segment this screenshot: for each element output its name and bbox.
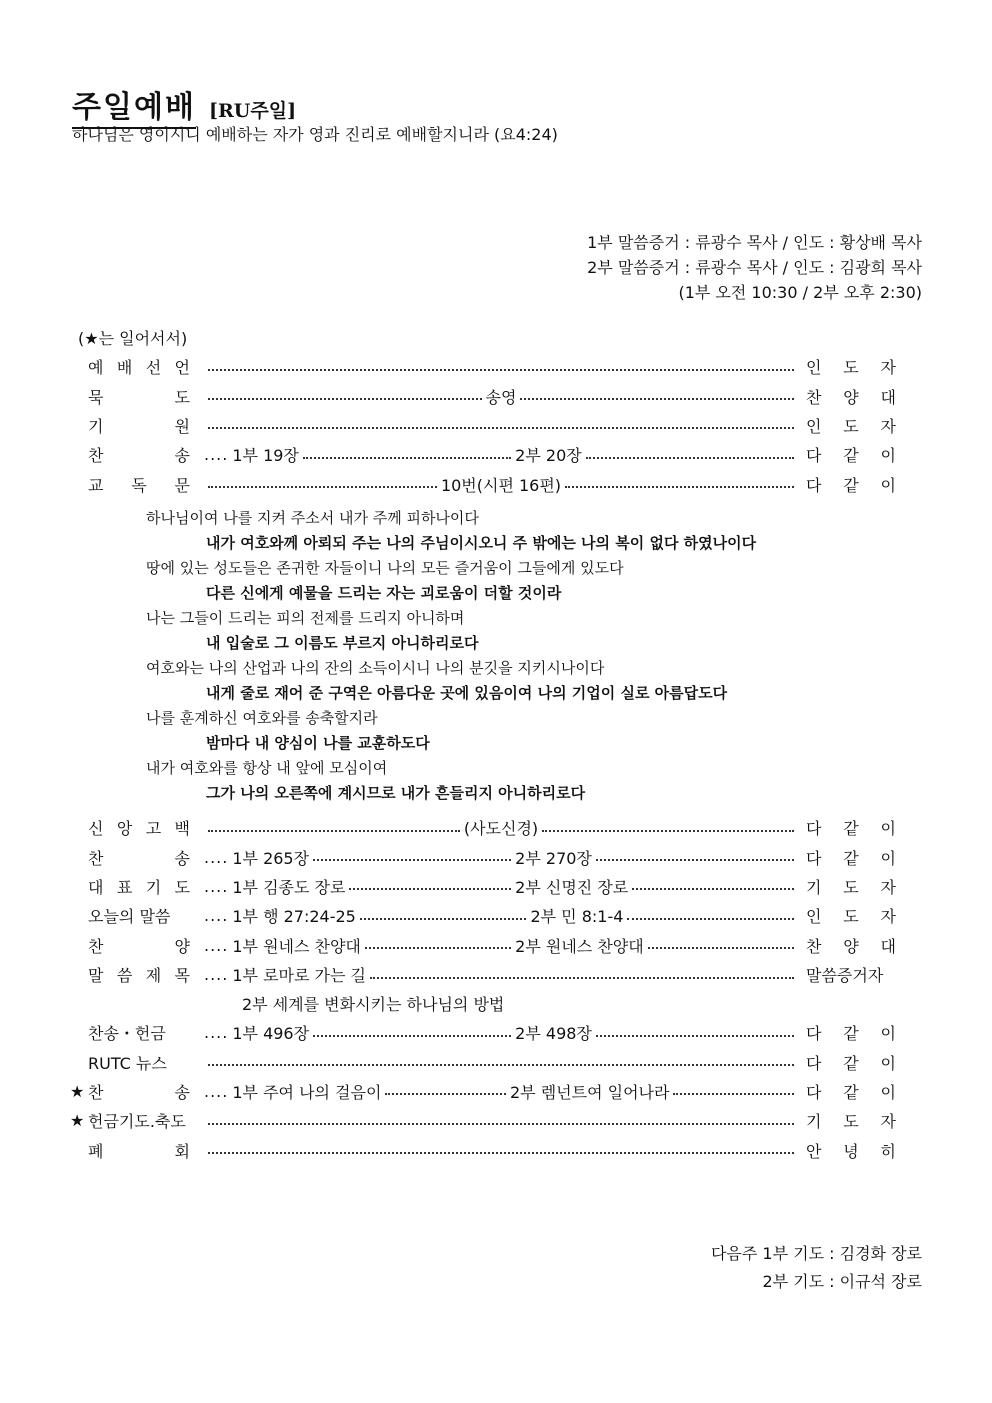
dot-leader — [208, 830, 460, 832]
program-row — [70, 470, 896, 499]
program-label — [88, 846, 190, 869]
responsible-party — [806, 816, 896, 839]
part1-detail: 1부 로마로 가는 길 — [232, 966, 366, 986]
resp-char: 도 — [843, 1112, 859, 1132]
lead-dots: .... — [204, 965, 229, 985]
resp-char: 인 — [806, 907, 822, 927]
program-detail — [204, 846, 798, 869]
resp-char: 대 — [880, 936, 896, 956]
resp-char: 다 — [806, 1082, 822, 1102]
label-char: 원 — [174, 416, 190, 436]
part1-detail: 1부 행 27:24-25 — [232, 907, 356, 927]
program-row — [70, 1106, 896, 1135]
label-char: 찬 — [88, 848, 104, 868]
program-list-top — [70, 352, 896, 499]
standing-mark: ★ — [70, 1081, 85, 1101]
lead-dots: .... — [204, 1023, 229, 1043]
label-char: 기 — [145, 877, 162, 897]
sermon-title-part2: 2부 세계를 변화시키는 하나님의 방법 — [242, 995, 505, 1014]
program-row — [70, 1077, 896, 1106]
resp-char: 이 — [880, 1053, 896, 1073]
label-char: 송 — [174, 848, 190, 868]
part2-detail: 2부 원네스 찬양대 — [515, 936, 644, 956]
program-row — [70, 352, 896, 381]
label-char: 양 — [174, 936, 190, 956]
responsible-party — [806, 1021, 896, 1044]
label-char: 씀 — [116, 966, 133, 986]
resp-char: 같 — [843, 819, 859, 839]
header — [72, 82, 296, 126]
program-label: 오늘의 말씀 — [88, 907, 171, 927]
page-title: 주일예배 — [72, 90, 196, 129]
label-char: 도 — [174, 877, 190, 897]
responsible-party — [806, 473, 896, 496]
reading-line-people: 밤마다 내 양심이 나를 교훈하도다 — [206, 734, 430, 752]
dot-leader — [632, 888, 794, 890]
dot-leader — [370, 977, 794, 979]
label-char: 제 — [145, 966, 162, 986]
responsible-party — [806, 1051, 896, 1074]
preacher-line: 1부 말씀증거 : 류광수 목사 / 인도 : 황상배 목사 — [587, 233, 922, 252]
program-detail — [204, 1117, 798, 1125]
label-char: 송 — [174, 1082, 190, 1102]
label-char: 송 — [174, 446, 190, 466]
program-label — [88, 355, 190, 378]
resp-char: 다 — [806, 1024, 822, 1044]
resp-char: 같 — [843, 1053, 859, 1073]
dot-leader — [208, 1123, 794, 1125]
dot-leader — [648, 947, 794, 949]
resp-char: 도 — [843, 416, 859, 436]
program-label: RUTC 뉴스 — [88, 1053, 167, 1073]
part1-detail: 1부 265장 — [232, 848, 310, 868]
resp-char: 이 — [880, 819, 896, 839]
program-label — [88, 443, 190, 466]
dot-leader — [565, 486, 794, 488]
label-char: 도 — [174, 387, 190, 407]
label-char: 찬 — [88, 1082, 104, 1102]
program-list-bottom — [70, 813, 896, 989]
part2-detail: 2부 498장 — [515, 1024, 592, 1044]
resp-char: 양 — [843, 387, 859, 407]
dot-leader — [303, 457, 511, 459]
part2-detail: 2부 렘넌트여 일어나라 — [509, 1082, 670, 1102]
responsible-party — [806, 443, 896, 466]
dot-leader — [208, 427, 794, 429]
program-label: 찬송・헌금 — [88, 1024, 166, 1044]
dot-leader — [586, 457, 794, 459]
part1-detail: 1부 19장 — [232, 446, 299, 466]
label-char: 앙 — [116, 819, 133, 839]
part2-detail: 2부 민 8:1-4 — [530, 907, 624, 927]
responsible-party — [806, 875, 896, 898]
responsible-party — [806, 1109, 896, 1132]
part2-detail: 2부 신명진 장로 — [515, 877, 629, 897]
program-row — [70, 1047, 896, 1076]
label-char: 예 — [88, 358, 104, 378]
label-char: 표 — [116, 877, 133, 897]
reading-line-people: 내 입술로 그 이름도 부르지 아니하리로다 — [206, 634, 479, 652]
program-detail — [204, 816, 798, 839]
program-label — [88, 1080, 190, 1103]
resp-char: 이 — [880, 848, 896, 868]
reading-line-people: 그가 나의 오른쪽에 계시므로 내가 흔들리지 아니하리로다 — [206, 784, 586, 802]
part1-detail: 1부 원네스 찬양대 — [232, 936, 361, 956]
reading-line-leader: 여호와는 나의 산업과 나의 잔의 소득이시니 나의 분깃을 지키시나이다 — [146, 659, 605, 677]
program-row — [70, 901, 896, 930]
reading-line-leader: 내가 여호와를 항상 내 앞에 모심이여 — [146, 759, 388, 777]
program-row — [70, 813, 896, 842]
label-char: 고 — [145, 819, 162, 839]
resp-char: 도 — [843, 877, 859, 897]
responsible-party — [806, 1080, 896, 1103]
dot-leader — [208, 369, 794, 371]
dot-leader — [673, 1093, 794, 1095]
program-detail — [204, 443, 798, 466]
center-detail: (사도신경) — [463, 819, 539, 839]
program-detail — [204, 385, 798, 408]
resp-char: 안 — [806, 1141, 822, 1161]
program-detail — [204, 473, 798, 496]
label-char: 목 — [174, 966, 190, 986]
resp-char: 찬 — [806, 936, 822, 956]
program-detail — [204, 963, 798, 986]
resp-char: 다 — [806, 848, 822, 868]
responsive-reading — [146, 506, 906, 806]
label-char: 묵 — [88, 387, 104, 407]
resp-char: 도 — [843, 907, 859, 927]
resp-char: 기 — [806, 877, 822, 897]
label-char: 회 — [174, 1141, 190, 1161]
resp-char: 같 — [843, 475, 859, 495]
resp-char: 자 — [880, 877, 896, 897]
next-week-line: 2부 기도 : 이규석 장로 — [762, 1272, 922, 1291]
program-row — [70, 842, 896, 871]
standing-mark: ★ — [70, 1111, 85, 1131]
reading-line-people: 내가 여호와께 아뢰되 주는 나의 주님이시오니 주 밖에는 나의 복이 없다 하였나이다 — [206, 534, 757, 552]
resp-char: 같 — [843, 1024, 859, 1044]
label-char: 배 — [116, 358, 133, 378]
resp-char: 같 — [843, 446, 859, 466]
part1-detail: 1부 496장 — [232, 1024, 310, 1044]
label-char: 문 — [174, 475, 190, 495]
resp-char: 자 — [880, 1112, 896, 1132]
lead-dots: .... — [204, 876, 229, 896]
lead-dots: .... — [204, 906, 229, 926]
program-detail — [204, 1146, 798, 1154]
label-char: 선 — [145, 358, 162, 378]
resp-char: 양 — [843, 936, 859, 956]
responsible-party — [806, 1139, 896, 1162]
dot-leader — [208, 1152, 794, 1154]
dot-leader — [208, 486, 437, 488]
lead-dots: .... — [204, 1081, 229, 1101]
lead-dots: .... — [204, 935, 229, 955]
resp-char: 기 — [806, 1112, 822, 1132]
responsible-party — [806, 846, 896, 869]
label-char: 찬 — [88, 936, 104, 956]
resp-char: 자 — [880, 416, 896, 436]
dot-leader — [365, 947, 511, 949]
label-char: 말 — [88, 966, 104, 986]
page-subtitle: [RU주일] — [209, 100, 297, 122]
dot-leader — [208, 398, 482, 400]
resp-char: 이 — [880, 1082, 896, 1102]
program-detail — [204, 1058, 798, 1066]
dot-leader — [360, 918, 527, 920]
program-row — [70, 872, 896, 901]
responsible-party — [806, 904, 896, 927]
program-detail — [204, 1080, 798, 1103]
program-row — [70, 411, 896, 440]
resp-char: 다 — [806, 475, 822, 495]
resp-char: 녕 — [843, 1141, 859, 1161]
program-detail — [204, 363, 798, 371]
preacher-line: 2부 말씀증거 : 류광수 목사 / 인도 : 김광희 목사 — [587, 258, 922, 277]
dot-leader — [520, 398, 794, 400]
dot-leader — [627, 918, 794, 920]
resp-char: 히 — [880, 1141, 896, 1161]
resp-char: 자 — [880, 358, 896, 378]
resp-char: 다 — [806, 446, 822, 466]
label-char: 백 — [174, 819, 190, 839]
resp-char: 이 — [880, 446, 896, 466]
label-char: 대 — [88, 877, 104, 897]
center-detail: 송영 — [485, 387, 517, 407]
program-row — [70, 1136, 896, 1165]
program-label — [88, 385, 190, 408]
next-week-line: 다음주 1부 기도 : 김경화 장로 — [710, 1244, 922, 1263]
reading-line-leader: 나는 그들이 드리는 피의 전제를 드리지 아니하며 — [146, 609, 465, 627]
label-char: 찬 — [88, 446, 104, 466]
label-char: 독 — [131, 475, 147, 495]
responsible-party — [806, 934, 896, 957]
program-label — [88, 816, 190, 839]
resp-char: 같 — [843, 1082, 859, 1102]
part2-detail: 2부 270장 — [515, 848, 592, 868]
label-char: 신 — [88, 819, 104, 839]
dot-leader — [208, 1064, 794, 1066]
responsible-party — [806, 385, 896, 408]
part1-detail: 1부 주여 나의 걸음이 — [232, 1082, 382, 1102]
label-char: 폐 — [88, 1141, 104, 1161]
dot-leader — [313, 859, 511, 861]
program-row — [70, 440, 896, 469]
resp-char: 도 — [843, 358, 859, 378]
label-char: 교 — [88, 475, 104, 495]
program-label — [88, 934, 190, 957]
lead-dots: .... — [204, 847, 229, 867]
program-detail — [204, 875, 798, 898]
program-row — [70, 960, 896, 989]
theme-verse: 하나님은 영이시니 예배하는 자가 영과 진리로 예배할지니라 (요4:24) — [72, 125, 558, 144]
dot-leader — [349, 888, 511, 890]
program-row — [70, 931, 896, 960]
reading-line-leader: 땅에 있는 성도들은 존귀한 자들이니 나의 모든 즐거움이 그들에게 있도다 — [146, 559, 624, 577]
program-label — [88, 414, 190, 437]
dot-leader — [542, 830, 794, 832]
next-week-prayer — [711, 1240, 922, 1296]
reading-line-leader: 나를 훈계하신 여호와를 송축할지라 — [146, 709, 378, 727]
program-label — [88, 473, 190, 496]
responsible-party — [806, 414, 896, 437]
reading-line-people: 내게 줄로 재어 준 구역은 아름다운 곳에 있음이여 나의 기업이 실로 아름답도다 — [206, 684, 728, 702]
dot-leader — [596, 859, 794, 861]
responsible-party: 말씀증거자 — [806, 966, 884, 986]
resp-char: 찬 — [806, 387, 822, 407]
program-label — [88, 1139, 190, 1162]
program-list-end — [70, 1018, 896, 1165]
resp-char: 대 — [880, 387, 896, 407]
dot-leader — [596, 1035, 794, 1037]
program-row — [70, 381, 896, 410]
service-times: (1부 오전 10:30 / 2부 오후 2:30) — [678, 283, 922, 302]
program-label — [88, 875, 190, 898]
program-detail — [204, 1021, 798, 1044]
standing-note: (★는 일어서서) — [78, 329, 188, 348]
dot-leader — [385, 1093, 506, 1095]
resp-char: 이 — [880, 475, 896, 495]
part2-detail: 2부 20장 — [515, 446, 582, 466]
program-label — [88, 963, 190, 986]
reading-line-people: 다른 신에게 예물을 드리는 자는 괴로움이 더할 것이라 — [206, 584, 562, 602]
resp-char: 이 — [880, 1024, 896, 1044]
resp-char: 자 — [880, 907, 896, 927]
part1-detail: 1부 김종도 장로 — [232, 877, 346, 897]
program-detail — [204, 904, 798, 927]
reading-line-leader: 하나님이여 나를 지켜 주소서 내가 주께 피하나이다 — [146, 509, 479, 527]
program-detail — [204, 421, 798, 429]
resp-char: 인 — [806, 416, 822, 436]
dot-leader — [313, 1035, 511, 1037]
lead-dots: .... — [204, 445, 229, 465]
resp-char: 다 — [806, 819, 822, 839]
label-char: 언 — [174, 358, 190, 378]
preacher-info — [587, 230, 922, 305]
program-detail — [204, 934, 798, 957]
label-char: 기 — [88, 416, 104, 436]
responsible-party — [806, 355, 896, 378]
center-detail: 10번(시편 16편) — [440, 475, 562, 495]
resp-char: 같 — [843, 848, 859, 868]
resp-char: 다 — [806, 1053, 822, 1073]
program-row — [70, 1018, 896, 1047]
program-label: 헌금기도.축도 — [88, 1112, 186, 1132]
resp-char: 인 — [806, 358, 822, 378]
